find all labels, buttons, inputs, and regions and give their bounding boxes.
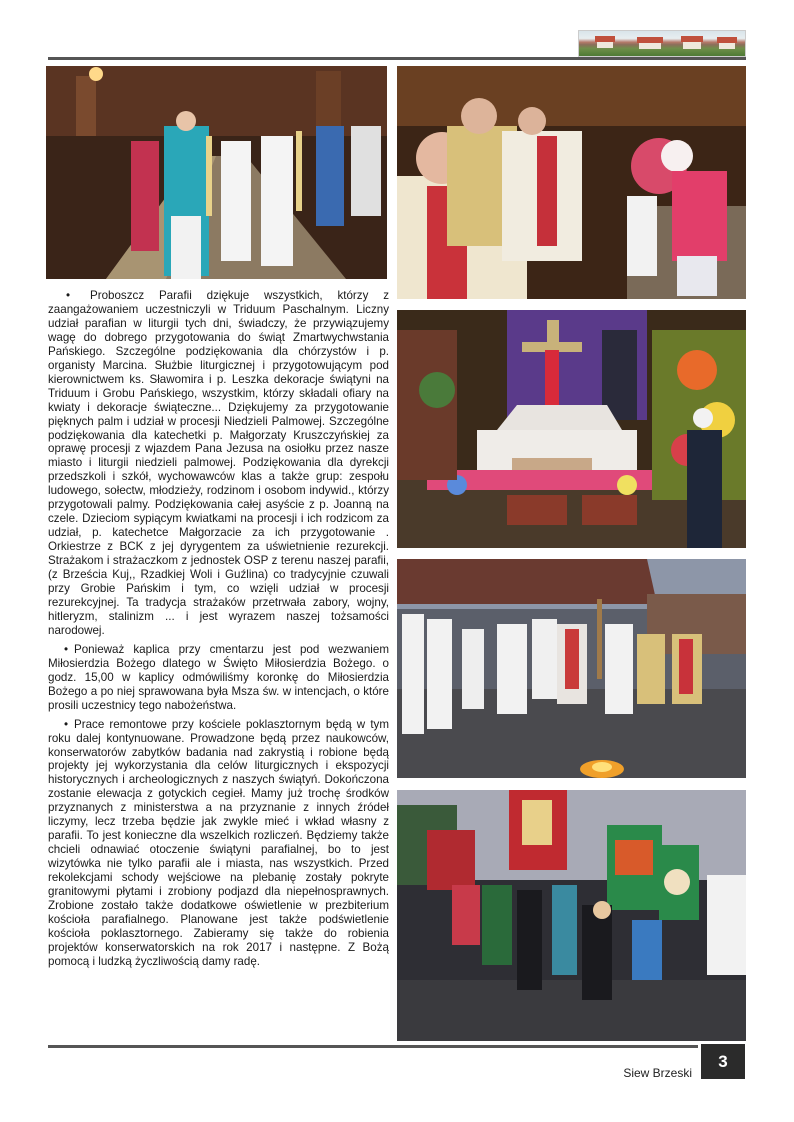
footer-rule bbox=[48, 1045, 698, 1048]
paragraph-text: Ponieważ kaplica przy cmentarzu jest pod wezwaniem Miłosierdzia Bożego dlatego w Święto Miłosierdzia Bożego. o godz. 15,00 w kaplicy odmówiliśmy koronkę do Miłosierdzia Bożego a po niej sprawowana była Msza św. w intencjach, o które prosili uczestnicy tego nabożeństwa. bbox=[48, 642, 389, 712]
procession-banners-photo bbox=[397, 790, 746, 1041]
paragraph-text: Prace remontowe przy kościele poklasztornym będą w tym roku dalej kontynuowane. Prowadzone będą przez naukowców, konserwatorów zabytków badania nad zakrystią i robione będą projekty jej wykorzystania dla celów liturgicznych i ekspozycji historycznych i archeologicznych z naszych świątyń. Dokończona zostanie elewacja z gotyckich cegieł. Mamy już trochę środków przyznanych z ministerstwa a na przyznanie z innych źródeł liczymy, lecz trzeba będzie jak zwykle mieć i wkład własny z parafii. To jest konieczne dla wszelkich rozliczeń. Będziemy także chcieli odnawiać otoczenie świątyni parafialnej, bo to jest wizytówka nie tylko parafii ale i miasta, nas wszystkich. Przed rekolekcjami schody wejściowe na plebanię zostały pokryte granitowymi płytami i zrobiony podjazd dla niepełnosprawnych. Zrobione zostało także dodatkowe oświetlenie w prezbiterium kościoła parafialnego. Planowane jest także podświetlenie kościoła poklasztornego. Zabieramy się także do robienia projektów konserwatorskich na rok 2017 i następne. Z Bożą pomocą i ludzką życzliwością damy radę. bbox=[48, 717, 389, 968]
publication-name: Siew Brzeski bbox=[623, 1066, 692, 1080]
bullet-marker: • bbox=[64, 717, 69, 731]
holy-sepulchre-photo bbox=[397, 310, 746, 548]
article-paragraph-thanks bbox=[48, 289, 389, 638]
article-paragraph-renovation bbox=[48, 718, 389, 969]
paragraph-text: Proboszcz Parafii dziękuje wszystkich, którzy z zaangażowaniem uczestniczyli w Triduum Paschalnym. Liczny udział parafian w liturgii tych dni, świadczy, że przywiązujemy wagę do dobrego przygotowania do świąt Zmartwychwstania Pańskiego. Szczególne podziękowania dla chórzystów i p. organisty Marcina. Służbie liturgicznej i przygotowującym pod kierownictwem ks. Sławomira i p. Leszka dekoracje świątyni na Triduum i Grobu Pańskiego, wszystkim, którzy składali ofiary na kwiaty i dekoracje świąteczne... Dziękujemy za przygotowanie pięknych palm i udział w procesji Niedzieli Palmowej. Szczególne podziękowania dla katechetki p. Małgorzaty Kruszczyńskiej za oprawę procesji z wjazdem Pana Jezusa na osiołku przez nasze miasto i liturgii niedzieli palmowej. Podziękowania dla dyrekcji przedszkoli i szkół, wychowawców klas a także grup: zespołu ludowego, sołectw, młodzieży, rodzinom i osobom indywid., którzy przygotowali palmy. Podziękowania całej asyście z p. Joanną na czele. Dzieciom sypiącym kwiatkami na procesji i ich rodzicom za udział, p. katechetce Małgorzacie za ich przygotowanie . Orkiestrze z BCK z jej dyrygentem za uświetnienie rezurekcji. Strażakom i strażaczkom z jednostek OSP z terenu naszej parafii, (z Brześcia Kuj,, Rzadkiej Woli i Guźlina) co tradycyjnie czuwali przy Grobie Pańskim i tym, co wzięli udział w procesji rezurekcyjnej. Ta tradycja strażaków przetrwała zabory, wojny, hitleryzm, stalinizm ... i jest wyrazem naszej tożsamości narodowej. bbox=[48, 289, 389, 637]
article-text bbox=[48, 289, 389, 974]
page-number: 3 bbox=[701, 1044, 745, 1079]
header-banner-photo bbox=[578, 30, 746, 57]
header-rule bbox=[48, 57, 746, 60]
bullet-marker: • bbox=[64, 642, 69, 656]
bullet-marker: • bbox=[66, 289, 71, 302]
article-paragraph-chapel bbox=[48, 643, 389, 713]
priests-photo bbox=[397, 66, 746, 299]
procession-children-photo bbox=[46, 66, 387, 279]
easter-vigil-photo bbox=[397, 559, 746, 778]
